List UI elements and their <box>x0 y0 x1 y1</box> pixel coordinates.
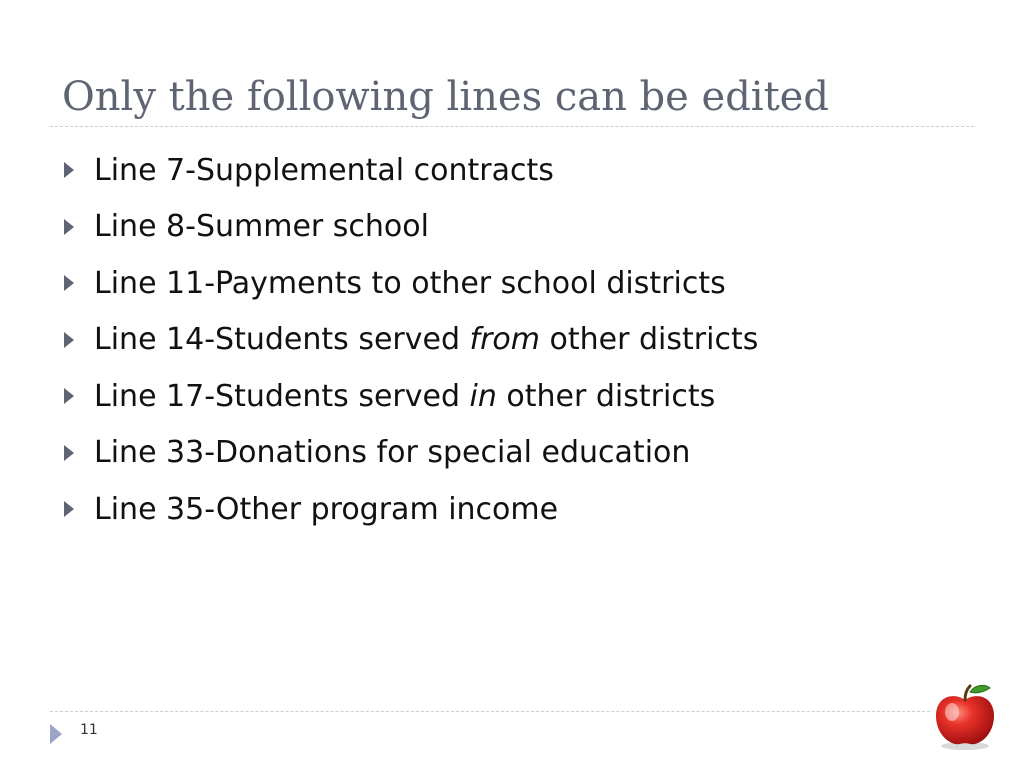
title-divider <box>50 126 974 127</box>
slide-title: Only the following lines can be edited <box>62 74 829 120</box>
bullet-item <box>62 312 758 369</box>
bullet-triangle-icon <box>64 162 74 178</box>
bullet-triangle-icon <box>64 388 74 404</box>
bullet-item <box>62 199 758 256</box>
bullet-item <box>62 481 758 538</box>
page-number: 11 <box>80 722 98 738</box>
bullet-item <box>62 425 758 482</box>
apple-icon <box>930 680 1000 752</box>
bullet-text: Line 33-Donations for special education <box>94 435 691 471</box>
footer-divider <box>50 711 930 712</box>
bullet-triangle-icon <box>64 332 74 348</box>
bullet-text: Line 7-Supplemental contracts <box>94 152 554 188</box>
bullet-triangle-icon <box>64 275 74 291</box>
bullet-triangle-icon <box>64 445 74 461</box>
bullet-text: Line 17-Students served in other districts <box>94 378 716 414</box>
bullet-text: Line 8-Summer school <box>94 209 429 245</box>
bullet-triangle-icon <box>64 219 74 235</box>
bullet-triangle-icon <box>64 501 74 517</box>
bullet-text: Line 11-Payments to other school districts <box>94 265 726 301</box>
bullet-text: Line 35-Other program income <box>94 491 559 527</box>
footer-triangle-icon <box>50 724 62 744</box>
bullet-list <box>62 142 758 538</box>
bullet-item <box>62 255 758 312</box>
bullet-text: Line 14-Students served from other districts <box>94 322 759 358</box>
bullet-item <box>62 368 758 425</box>
bullet-item <box>62 142 758 199</box>
